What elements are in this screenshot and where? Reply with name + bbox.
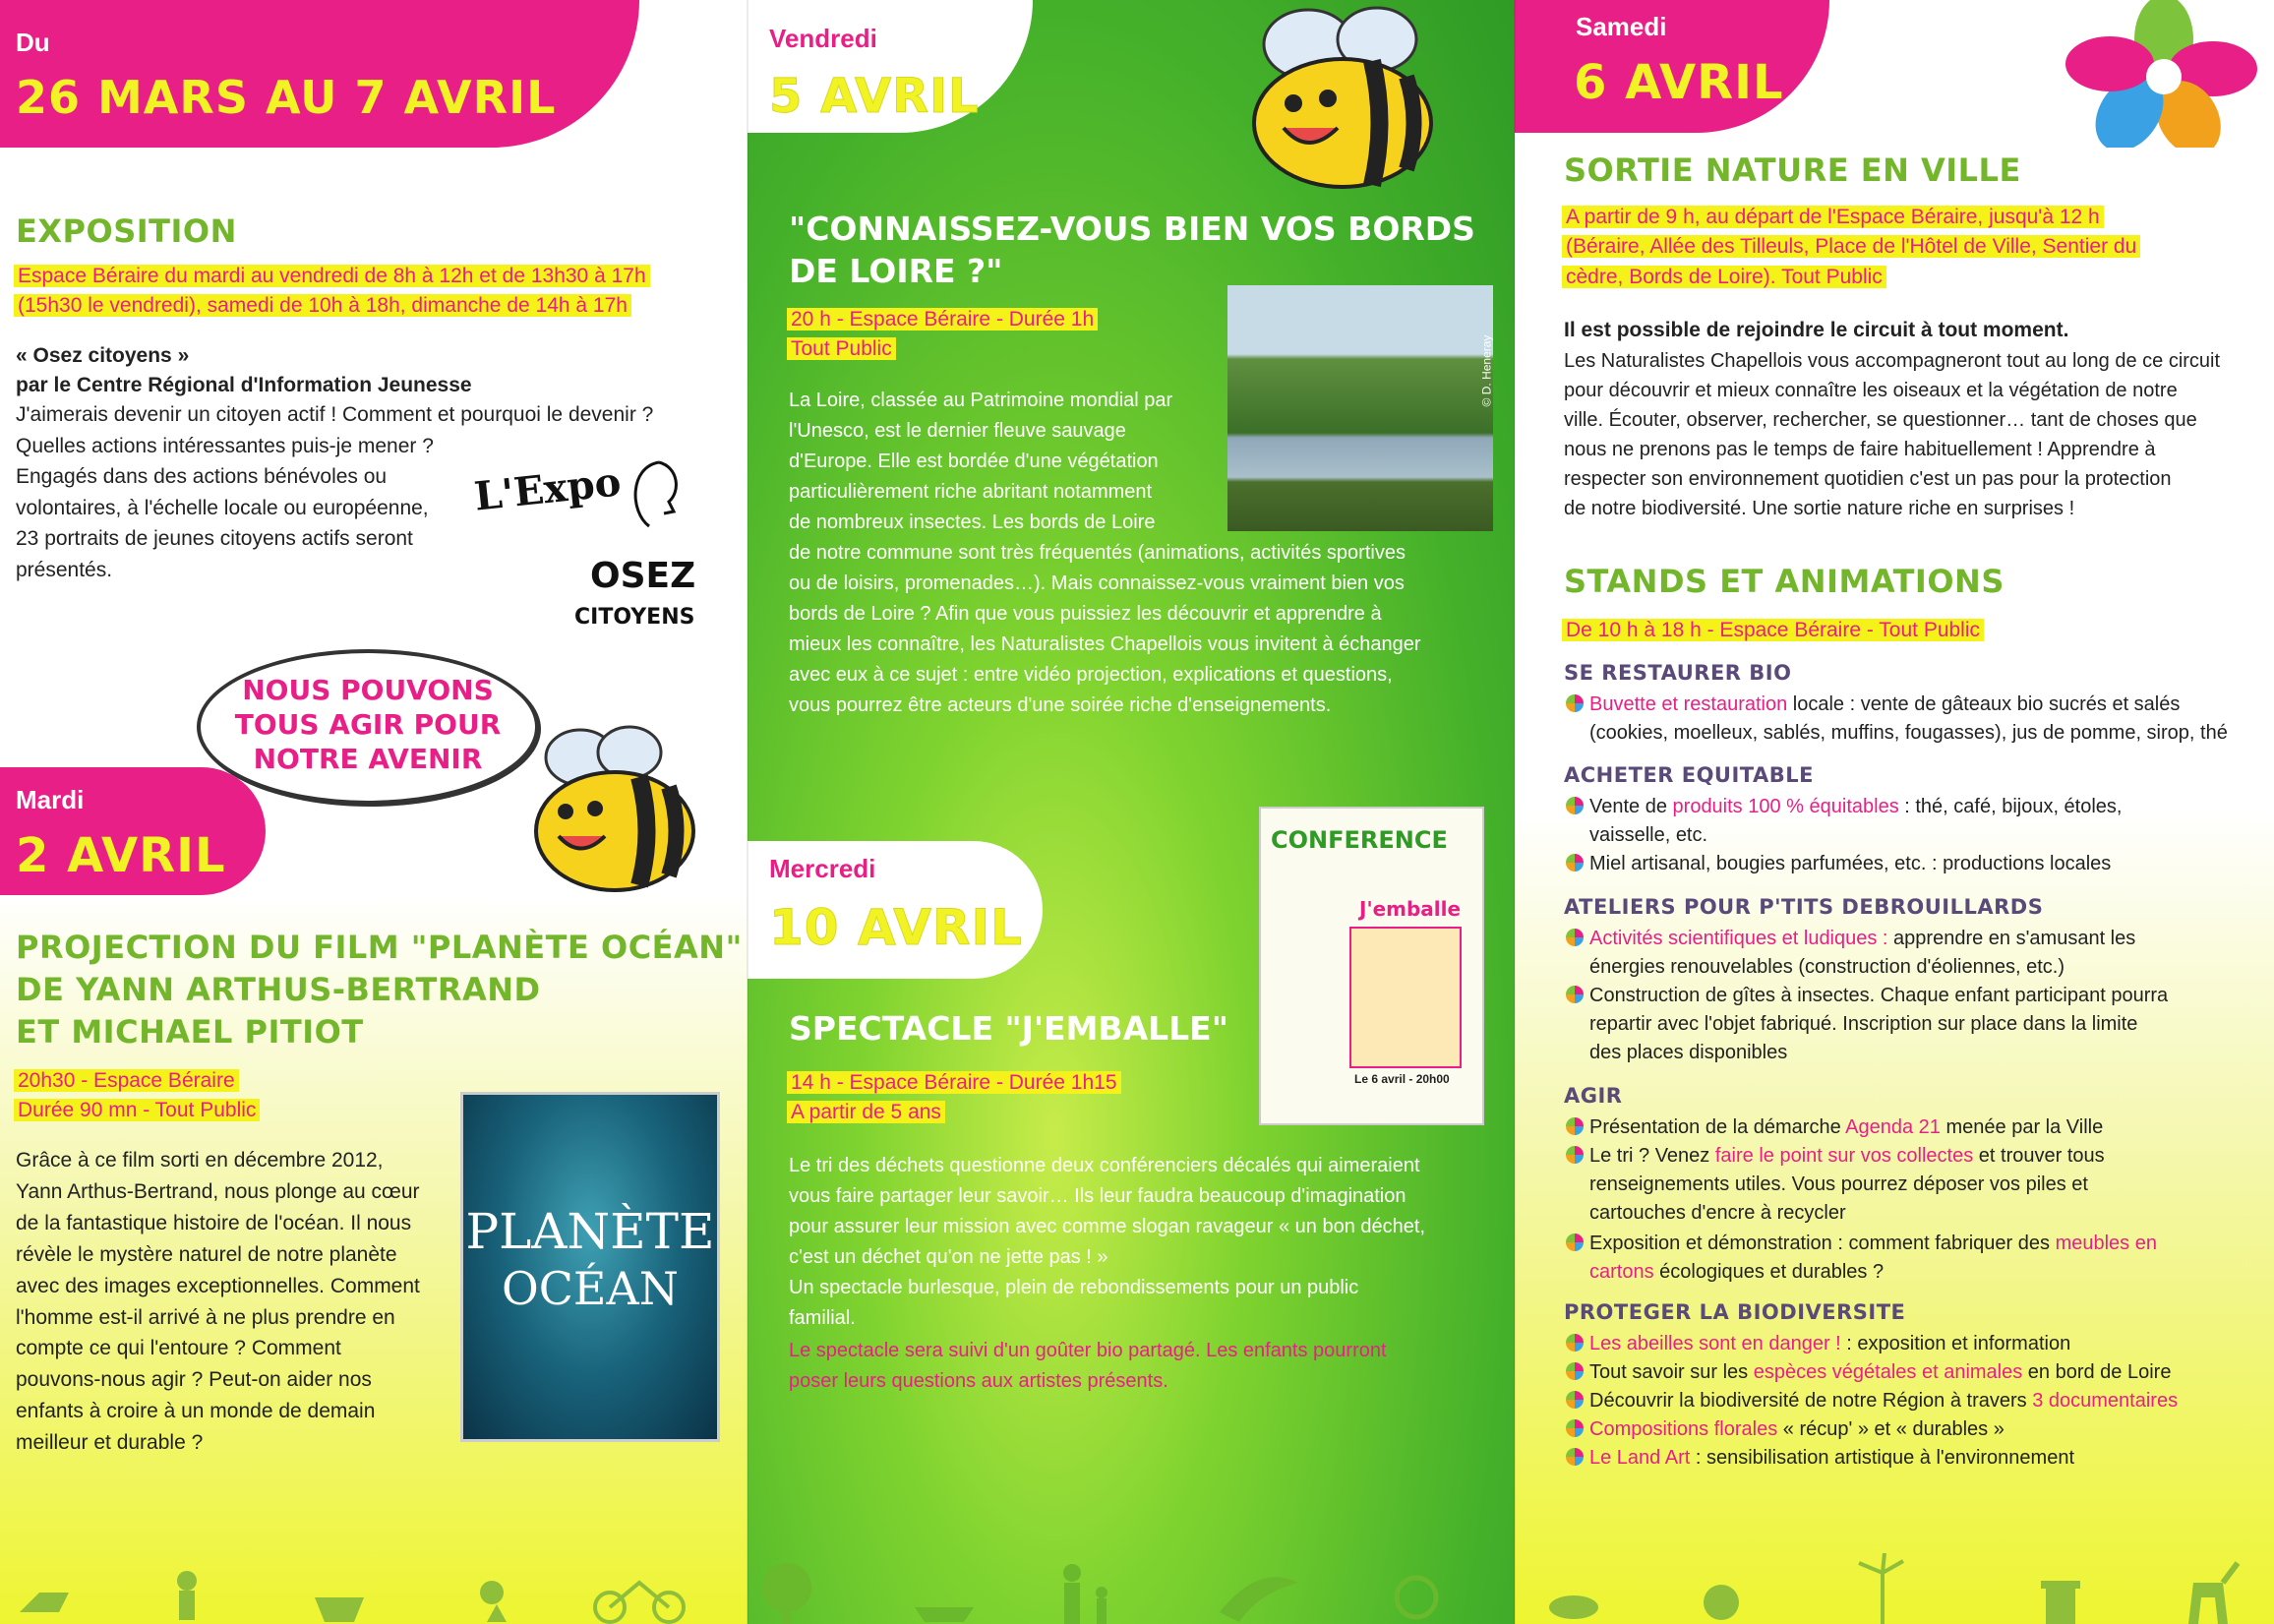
flower-bullet-icon bbox=[1566, 1233, 1584, 1251]
bio-title: SE RESTAURER BIO bbox=[1564, 661, 1792, 685]
samedi-date: 6 AVRIL bbox=[1574, 55, 1784, 110]
flower-illustration bbox=[2065, 0, 2262, 148]
conference-text: La Loire, classée au Patrimoine mondial par l'Unesco, est le dernier fleuve sauvage d'Europe. Elle est bordée d'une végétation particulièrement riche abritant notamment de nombreux insectes. Les bords de Loire de notre commune sont très fréquentés (animations, activités sportives ou de loisirs, promenades…). Mais connaissez-vous vraiment bien vos bords de Loire ? Afin que vous puissiez les découvrir et apprendre à mieux les connaître, les Naturalistes Chapellois vous invitent à échanger avec eux à ce sujet : entre vidéo projection, explications et questions, vous pourrez être acteurs d'une soirée riche d'enseignements. bbox=[789, 390, 1421, 716]
flower-bullet-icon bbox=[1566, 694, 1584, 712]
poster-conference-title: CONFERENCE bbox=[1271, 826, 1448, 854]
protect-item-2: Tout savoir sur les espèces végétales et animales en bord de Loire bbox=[1566, 1358, 2274, 1387]
mardi-date: 2 AVRIL bbox=[16, 828, 226, 883]
flower-bullet-icon bbox=[1566, 854, 1584, 872]
sortie-info: A partir de 9 h, au départ de l'Espace Béraire, jusqu'à 12 h (Béraire, Allée des Tilleuls, Place de l'Hôtel de Ville, Sentier du cèdre, Bords de Loire). Tout Public bbox=[1562, 203, 2270, 292]
stands-info: De 10 h à 18 h - Espace Béraire - Tout Public bbox=[1562, 616, 1984, 645]
film-text: Grâce à ce film sorti en décembre 2012, Yann Arthus-Bertrand, nous plonge au cœur de la fantastique histoire de l'océan. Il nous révèle le mystère naturel de notre planète avec des images exceptionnelles. Comment l'homme est-il arrivé à ne plus prendre en compte ce qui l'entoure ? Comment pouvons-nous agir ? Peut-on aider nos enfants à croire à un monde de demain meilleur et durable ? bbox=[16, 1149, 420, 1455]
exposition-text: J'aimerais devenir un citoyen actif ! Comment et pourquoi le devenir ? Quelles actions intéressantes puis-je mener ? Engagés dans des actions bénévoles ou volontaires, à l'échelle locale ou européenne, 23 portraits de jeunes citoyens actifs seront présentés. bbox=[16, 403, 654, 581]
protect-item-5: Le Land Art : sensibilisation artistique à l'environnement bbox=[1566, 1444, 2274, 1473]
photo-credit: © D. Heneray bbox=[1479, 334, 1494, 407]
equi-item-2: Miel artisanal, bougies parfumées, etc. : productions locales bbox=[1566, 850, 2274, 878]
poster-title-line1: PLANÈTE bbox=[465, 1203, 715, 1260]
header-day: Du bbox=[16, 28, 50, 57]
poster-jemballe-title: J'emballe bbox=[1359, 897, 1462, 921]
bee-illustration bbox=[521, 718, 718, 895]
flower-bullet-icon bbox=[1566, 797, 1584, 814]
protect-item-3: Découvrir la biodiversité de notre Région à travers 3 documentaires bbox=[1566, 1387, 2274, 1415]
osez-citoyens-logo bbox=[472, 452, 718, 649]
sortie-title: SORTIE NATURE EN VILLE bbox=[1564, 151, 2021, 189]
exposition-info: Espace Béraire du mardi au vendredi de 8h à 12h et de 13h30 à 17h (15h30 le vendredi), samedi de 10h à 18h, dimanche de 14h à 17h bbox=[14, 262, 742, 322]
agir-title: AGIR bbox=[1564, 1084, 1623, 1108]
samedi-day: Samedi bbox=[1576, 12, 1667, 41]
atelier-item-1: Activités scientifiques et ludiques : apprendre en s'amusant les énergies renouvelables (construction d'éoliennes, etc.) bbox=[1566, 925, 2274, 982]
fold-line-right bbox=[1514, 0, 1516, 1624]
vendredi-day: Vendredi bbox=[769, 24, 877, 53]
right-footer-silhouettes bbox=[1515, 1553, 2274, 1624]
logo-osez-text: OSEZ bbox=[590, 556, 696, 596]
conference-info: 20 h - Espace Béraire - Durée 1h Tout Public bbox=[787, 305, 1098, 365]
flower-bullet-icon bbox=[1566, 1391, 1584, 1409]
bee-illustration-top bbox=[1229, 0, 1446, 197]
middle-panel bbox=[748, 0, 1515, 1624]
mercredi-day: Mercredi bbox=[769, 854, 876, 883]
bubble-text: NOUS POUVONS TOUS AGIR POUR NOTRE AVENIR bbox=[234, 674, 502, 775]
film-info: 20h30 - Espace Béraire Durée 90 mn - Tout Public bbox=[14, 1066, 260, 1126]
middle-footer-silhouettes bbox=[748, 1553, 1515, 1624]
sortie-text: Les Naturalistes Chapellois vous accompagneront tout au long de ce circuit pour découvrir et mieux connaître les oiseaux et la végétation de notre ville. Écouter, observer, rechercher, se questionner… tant de choses que nous ne prenons pas le temps de faire habituellement ! Apprendre à respecter son environnement quotidien c'est un pas pour la protection de notre biodiversité. Une sortie nature riche en surprises ! bbox=[1564, 350, 2221, 519]
atelier-item-2: Construction de gîtes à insectes. Chaque enfant participant pourra repartir avec l'objet fabriqué. Inscription sur place dans la limite des places disponibles bbox=[1566, 982, 2274, 1067]
protect-title: PROTEGER LA BIODIVERSITE bbox=[1564, 1300, 1906, 1324]
equi-item-1: Vente de produits 100 % équitables : thé, café, bijoux, étoles, vaisselle, etc. bbox=[1566, 793, 2274, 850]
equi-title: ACHETER EQUITABLE bbox=[1564, 763, 1814, 787]
exposition-title: EXPOSITION bbox=[16, 212, 237, 250]
film-title: PROJECTION DU FILM "PLANÈTE OCÉAN" DE YANN ARTHUS-BERTRAND ET MICHAEL PITIOT bbox=[16, 929, 743, 1052]
flower-bullet-icon bbox=[1566, 1146, 1584, 1164]
flower-bullet-icon bbox=[1566, 1334, 1584, 1352]
protect-item-4: Compositions florales « récup' » et « durables » bbox=[1566, 1415, 2274, 1444]
stands-title: STANDS ET ANIMATIONS bbox=[1564, 563, 2005, 600]
exposition-name: « Osez citoyens » bbox=[16, 344, 190, 367]
left-panel bbox=[0, 0, 748, 1624]
planete-ocean-poster bbox=[460, 1092, 720, 1442]
face-profile-icon bbox=[620, 452, 698, 541]
show-title: SPECTACLE "J'EMBALLE" bbox=[789, 1009, 1228, 1048]
jemballe-poster bbox=[1259, 807, 1484, 1125]
poster-illustration bbox=[1349, 927, 1462, 1068]
flower-bullet-icon bbox=[1566, 986, 1584, 1003]
bio-item: Buvette et restauration locale : vente de gâteaux bio sucrés et salés (cookies, moelleux, sablés, muffins, fougasses), jus de pomme, sirop, thé bbox=[1566, 691, 2274, 748]
logo-expo-text: L'Expo bbox=[471, 458, 624, 520]
show-note: Le spectacle sera suivi d'un goûter bio partagé. Les enfants pourront poser leurs questions aux artistes présents. bbox=[789, 1340, 1387, 1392]
conference-title: "CONNAISSEZ-VOUS BIEN VOS BORDS DE LOIRE ?" bbox=[789, 210, 1475, 290]
show-info: 14 h - Espace Béraire - Durée 1h15 A partir de 5 ans bbox=[787, 1068, 1121, 1128]
right-panel bbox=[1515, 0, 2274, 1624]
agir-item-2: Le tri ? Venez faire le point sur vos collectes et trouver tous renseignements utiles. Vous pourrez déposer vos piles et cartouches d'encre à recycler bbox=[1566, 1142, 2274, 1228]
agir-item-3: Exposition et démonstration : comment fabriquer des meubles en cartons écologiques et durables ? bbox=[1566, 1230, 2274, 1287]
speech-bubble bbox=[197, 649, 539, 805]
flower-bullet-icon bbox=[1566, 1117, 1584, 1135]
agir-item-1: Présentation de la démarche Agenda 21 menée par la Ville bbox=[1566, 1113, 2274, 1142]
flower-bullet-icon bbox=[1566, 1419, 1584, 1437]
ateliers-title: ATELIERS POUR P'TITS DEBROUILLARDS bbox=[1564, 895, 2044, 919]
flower-bullet-icon bbox=[1566, 929, 1584, 946]
vendredi-date: 5 AVRIL bbox=[769, 69, 980, 124]
logo-citoyens-text: CITOYENS bbox=[574, 605, 695, 630]
mardi-day: Mardi bbox=[16, 785, 85, 814]
poster-title-line2: OCÉAN bbox=[502, 1262, 679, 1315]
flower-bullet-icon bbox=[1566, 1448, 1584, 1466]
fold-line-left bbox=[747, 0, 748, 1624]
poster-date: Le 6 avril - 20h00 bbox=[1354, 1072, 1450, 1086]
protect-item-1: Les abeilles sont en danger ! : exposition et information bbox=[1566, 1330, 2274, 1358]
mercredi-date: 10 AVRIL bbox=[769, 899, 1023, 956]
left-footer-silhouettes bbox=[0, 1553, 748, 1624]
header-date: 26 MARS AU 7 AVRIL bbox=[16, 71, 557, 124]
sortie-bold: Il est possible de rejoindre le circuit à tout moment. bbox=[1564, 319, 2069, 341]
flower-bullet-icon bbox=[1566, 1362, 1584, 1380]
show-text: Le tri des déchets questionne deux conférenciers décalés qui aimeraient vous faire partager leur savoir… Ils leur faudra beaucoup d'imagination pour assurer leur mission avec comme slogan ravageur « un bon déchet, c'est un déchet qu'on ne jette pas ! » Un spectacle burlesque, plein de rebondissements pour un public familial. bbox=[789, 1155, 1426, 1329]
exposition-organizer: par le Centre Régional d'Information Jeunesse bbox=[16, 374, 472, 396]
